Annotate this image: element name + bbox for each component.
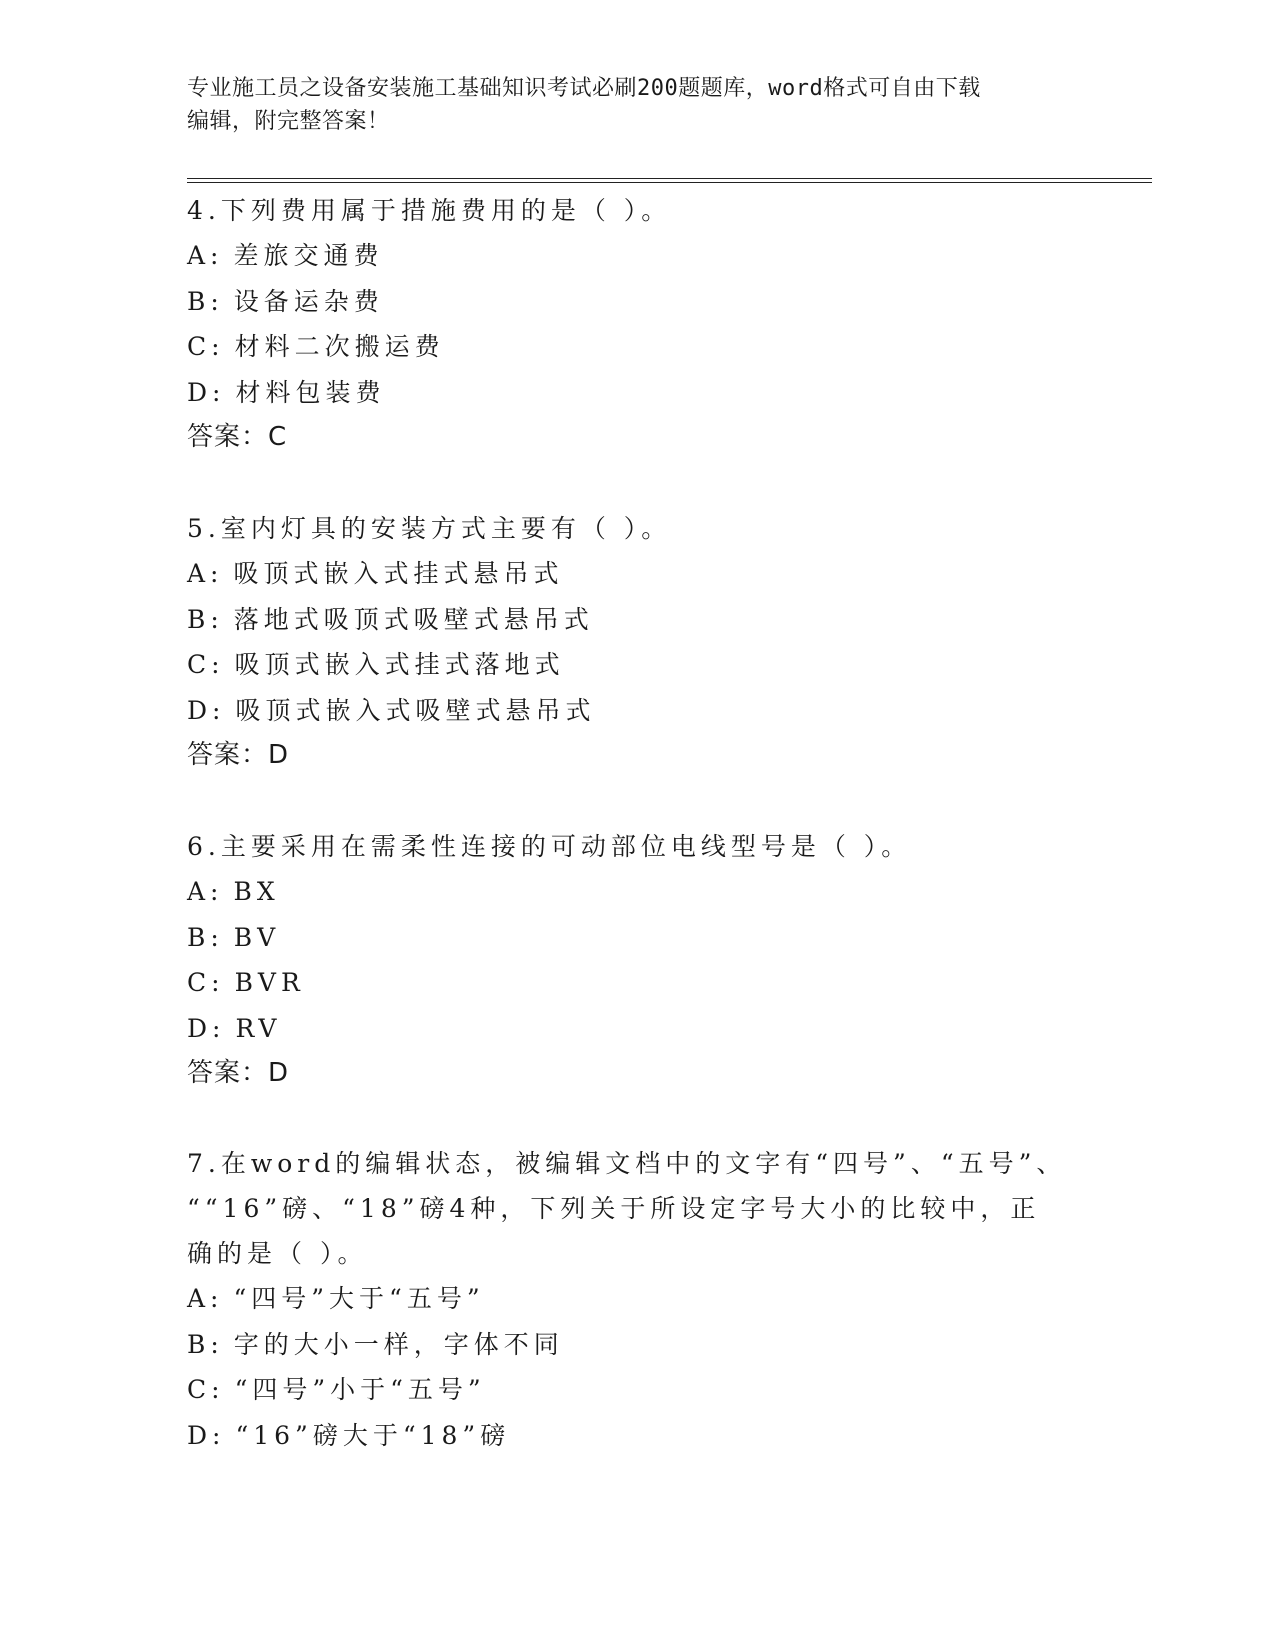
option-letter: B: — [187, 286, 224, 316]
header-divider-bottom — [187, 182, 1152, 183]
option-c — [187, 324, 1087, 370]
question-stem-line-2: ““16”磅、“18”磅4种，下列关于所设定字号大小的比较中，正 — [187, 1194, 1041, 1223]
option-letter: C: — [187, 1375, 225, 1404]
option-text: 材料二次搬运费 — [234, 332, 445, 361]
option-b — [187, 279, 1087, 325]
option-text: 吸顶式嵌入式吸壁式悬吊式 — [235, 695, 596, 725]
option-text: 设备运杂费 — [233, 286, 384, 316]
option-a — [187, 551, 1087, 597]
option-text: BV — [233, 922, 281, 952]
option-d — [187, 370, 1087, 416]
question-stem: 4.下列费用属于措施费用的是（ ）。 — [187, 196, 672, 225]
option-letter: B: — [187, 604, 224, 634]
option-text: 材料包装费 — [235, 377, 386, 407]
option-text: 吸顶式嵌入式挂式悬吊式 — [233, 559, 564, 588]
option-c — [187, 960, 1087, 1006]
option-c — [187, 642, 1087, 688]
option-letter: C: — [187, 650, 225, 679]
option-c — [187, 1367, 1087, 1413]
option-a — [187, 233, 1087, 279]
option-letter: A: — [187, 241, 224, 270]
question-stem-line-3: 确的是（ ）。 — [187, 1239, 368, 1268]
question-5 — [187, 506, 1087, 778]
option-d — [187, 1413, 1087, 1459]
option-letter: B: — [187, 1329, 224, 1359]
option-letter: D: — [187, 377, 226, 407]
question-stem: 6.主要采用在需柔性连接的可动部位电线型号是（ ）。 — [187, 832, 912, 861]
header-title-line-2: 编辑，附完整答案！ — [187, 109, 390, 134]
option-text: BX — [233, 877, 280, 906]
option-d — [187, 688, 1087, 734]
option-text: 落地式吸顶式吸壁式悬吊式 — [233, 604, 594, 634]
question-6 — [187, 824, 1087, 1096]
option-letter: D: — [187, 695, 226, 725]
option-text: “16”磅大于“18”磅 — [235, 1420, 511, 1450]
header-divider-top — [187, 178, 1152, 179]
answer-line: 答案：D — [187, 1058, 290, 1088]
option-d — [187, 1006, 1087, 1052]
option-a — [187, 1276, 1087, 1322]
option-letter: B: — [187, 922, 224, 952]
option-letter: D: — [187, 1013, 226, 1043]
option-text: BVR — [234, 968, 305, 997]
option-b — [187, 1322, 1087, 1368]
header-title-line-1: 专业施工员之设备安装施工基础知识考试必刷200题题库，word格式可自由下载 — [187, 76, 981, 101]
question-4 — [187, 188, 1087, 460]
option-a — [187, 869, 1087, 915]
question-stem-line-1: 7.在word的编辑状态，被编辑文档中的文字有“四号”、“五号”、 — [187, 1149, 1067, 1178]
option-b — [187, 915, 1087, 961]
option-letter: C: — [187, 332, 225, 361]
option-letter: A: — [187, 877, 224, 906]
option-text: 吸顶式嵌入式挂式落地式 — [234, 650, 565, 679]
option-letter: C: — [187, 968, 225, 997]
option-text: “四号”小于“五号” — [234, 1375, 486, 1404]
answer-line: 答案：C — [187, 422, 288, 452]
option-letter: D: — [187, 1420, 226, 1450]
question-7 — [187, 1141, 1087, 1458]
option-b — [187, 597, 1087, 643]
option-text: 差旅交通费 — [233, 241, 384, 270]
option-text: 字的大小一样，字体不同 — [233, 1329, 564, 1359]
option-letter: A: — [187, 559, 224, 588]
option-text: RV — [235, 1013, 282, 1043]
answer-line: 答案：D — [187, 740, 290, 770]
option-letter: A: — [187, 1284, 224, 1313]
document-header — [187, 72, 1067, 138]
question-stem: 5.室内灯具的安装方式主要有（ ）。 — [187, 514, 672, 543]
option-text: “四号”大于“五号” — [233, 1284, 485, 1313]
